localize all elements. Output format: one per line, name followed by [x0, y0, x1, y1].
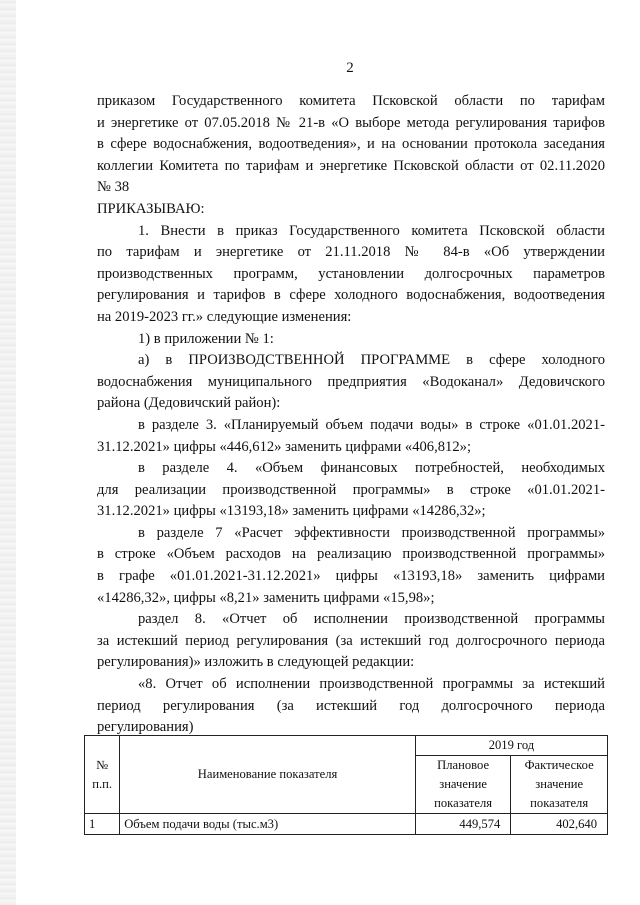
order-heading: ПРИКАЗЫВАЮ:	[97, 200, 205, 217]
text-line: в разделе 7 «Расчет эффективности производственной программы»	[138, 524, 605, 541]
text-line: за истекший период регулирования (за истекший год долгосрочного периода	[97, 632, 605, 649]
text-line: регулирования и тарифов в сфере холодного водоснабжения, водоотведения	[97, 287, 605, 304]
paragraph-subitem-1	[97, 329, 605, 351]
row-name: Объем подачи воды (тыс.м3)	[120, 814, 416, 835]
text-line: а) в ПРОИЗВОДСТВЕННОЙ ПРОГРАММЕ в сфере холодного	[138, 352, 605, 369]
text-line: района (Дедовичский район):	[97, 395, 281, 412]
text-line: для реализации производственной программы» в строке «01.01.2021-	[97, 481, 605, 498]
text-line: в разделе 4. «Объем финансовых потребностей, необходимых	[138, 460, 605, 477]
text-line: в строке «Объем расходов на реализацию производственной программы»	[97, 546, 605, 563]
paragraph-order-heading	[97, 199, 605, 221]
text-line: 31.12.2021» цифры «13193,18» заменить цифрами «14286,32»;	[97, 503, 486, 520]
text-line: регулирования)	[97, 719, 194, 736]
paragraph-section-3	[97, 415, 605, 458]
year-header: 2019 год	[415, 736, 607, 756]
col-name-header: Наименование показателя	[120, 736, 416, 814]
table-row	[85, 814, 608, 835]
table-header-row	[85, 736, 608, 756]
paragraph-section-8-heading	[97, 674, 605, 739]
paragraph-item-1	[97, 221, 605, 329]
text-line: в разделе 3. «Планируемый объем подачи воды» в строке «01.01.2021-	[138, 416, 605, 433]
text-line: по тарифам и энергетике от 21.11.2018 № 84-в «Об утверждении	[97, 244, 605, 261]
paragraph-subitem-a	[97, 350, 605, 415]
planned-header: Плановое значение показателя	[415, 756, 510, 814]
scan-edge-artifact	[0, 0, 16, 905]
paragraph-section-7	[97, 523, 605, 609]
text-line: регулирования)» изложить в следующей редакции:	[97, 654, 415, 671]
text-line: производственных программ, установлении долгосрочных параметров	[97, 265, 605, 282]
text-line: в графе «01.01.2021-31.12.2021» цифры «13193,18» заменить цифрами	[97, 568, 605, 585]
paragraph-section-4	[97, 458, 605, 523]
text-line: на 2019-2023 гг.» следующие изменения:	[97, 308, 352, 325]
page-number: 2	[346, 60, 354, 76]
text-line: приказом Государственного комитета Псковской области по тарифам	[97, 93, 605, 109]
text-line: раздел 8. «Отчет об исполнении производственной программы	[138, 611, 605, 628]
text-line: коллегии Комитета по тарифам и энергетике Псковской области от 02.11.2020	[97, 157, 605, 174]
paragraph-preamble	[97, 91, 605, 199]
text-line: в сфере водоснабжения, водоотведения», и на основании протокола заседания	[97, 136, 605, 153]
text-line: «8. Отчет об исполнении производственной программы за истекший	[138, 676, 605, 693]
text-line: 1) в приложении № 1:	[138, 330, 274, 347]
text-line: «14286,32», цифры «8,21» заменить цифрами «15,98»;	[97, 589, 435, 606]
text-line: период регулирования (за истекший год долгосрочного периода	[97, 697, 605, 714]
text-line: и энергетике от 07.05.2018 № 21-в «О выборе метода регулирования тарифов	[97, 114, 605, 131]
actual-header: Фактическое значение показателя	[511, 756, 608, 814]
row-num: 1	[85, 814, 120, 835]
text-line: 31.12.2021» цифры «446,612» заменить цифрами «406,812»;	[97, 438, 471, 455]
report-table	[84, 735, 608, 835]
text-line: № 38	[97, 179, 130, 196]
paragraph-section-8	[97, 609, 605, 674]
text-line: 1. Внести в приказ Государственного комитета Псковской области	[138, 222, 605, 239]
row-planned: 449,574	[415, 814, 510, 835]
col-num-header: № п.п.	[85, 736, 120, 814]
row-actual: 402,640	[511, 814, 608, 835]
text-line: водоснабжения муниципального предприятия «Водоканал» Дедовичского	[97, 373, 605, 390]
document-body	[97, 91, 605, 739]
